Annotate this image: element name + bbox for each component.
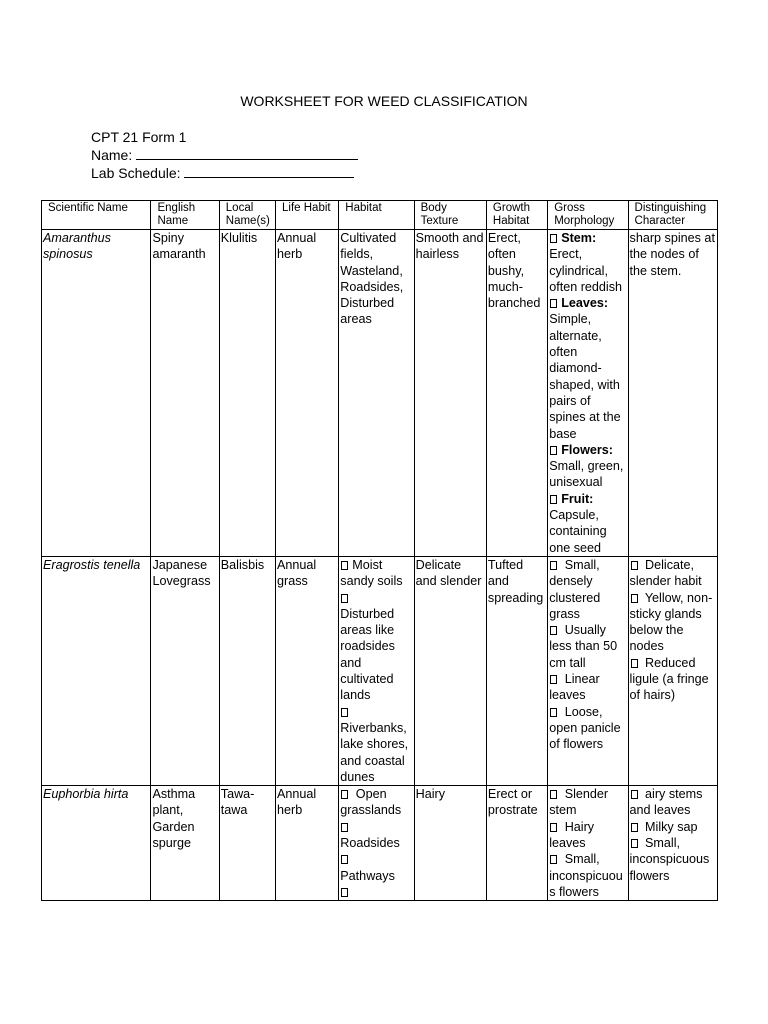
habitat-cell: Cultivated fields, Wasteland, Roadsides, Disturbed areas <box>339 230 414 557</box>
checkbox-icon <box>341 594 348 603</box>
lab-schedule-label: Lab Schedule: <box>91 165 181 181</box>
bullet-item <box>340 851 412 884</box>
table-header-row <box>42 201 718 230</box>
body-texture-cell: Smooth and hairless <box>414 230 486 557</box>
bullet-label: Leaves: <box>561 296 609 311</box>
bullet-text: Usually less than 50 cm tall <box>549 623 618 670</box>
bullet-text: Small, green, unisexual <box>549 459 624 490</box>
checkbox-icon <box>550 675 557 684</box>
checkbox-icon <box>550 446 557 455</box>
scientific-name-cell: Amaranthus spinosus <box>42 230 151 557</box>
header-gross-morphology: Gross Morphology <box>548 201 628 230</box>
bullet-item <box>630 835 716 884</box>
bullet-text: Small, inconspicuous flowers <box>549 852 623 899</box>
bullet-item <box>549 557 626 622</box>
bullet-item <box>340 590 412 704</box>
name-label: Name: <box>91 147 133 163</box>
scientific-name-cell: Eragrostis tenella <box>42 556 151 785</box>
checkbox-icon <box>341 855 348 864</box>
bullet-item <box>340 786 412 819</box>
bullet-text: Moist sandy soils <box>340 557 403 589</box>
bullet-item <box>549 230 626 295</box>
checkbox-icon <box>631 823 638 832</box>
bullet-text: Open grasslands <box>340 787 402 818</box>
checkbox-icon <box>631 790 638 799</box>
bullet-text: Erect, cylindrical, often reddish <box>549 247 623 294</box>
growth-habitat-cell: Erect or prostrate <box>486 786 547 901</box>
checkbox-icon <box>550 823 557 832</box>
form-code: CPT 21 Form 1 <box>91 129 187 145</box>
bullet-item <box>549 295 626 442</box>
bullet-label: Stem: <box>561 231 597 245</box>
checkbox-icon <box>550 708 557 717</box>
checkbox-icon <box>341 790 348 799</box>
header-habitat: Habitat <box>339 201 414 230</box>
habitat-cell <box>339 786 414 901</box>
header-growth-habitat: Growth Habitat <box>486 201 547 230</box>
bullet-label: Flowers: <box>561 442 613 457</box>
bullet-text: Slender stem <box>549 787 609 818</box>
header-scientific-name: Scientific Name <box>42 201 151 230</box>
header-life-habit: Life Habit <box>276 201 339 230</box>
bullet-item <box>549 786 626 819</box>
checkbox-icon <box>631 561 638 570</box>
bullet-text: Delicate, slender habit <box>629 557 702 589</box>
bullet-text: Capsule, containing one seed <box>549 508 607 555</box>
bullet-item <box>340 704 412 785</box>
english-name-cell: Asthma plant, Garden spurge <box>151 786 219 901</box>
checkbox-icon <box>631 594 638 603</box>
bullet-item <box>630 819 716 835</box>
bullet-text: Small, densely clustered grass <box>549 557 601 621</box>
bullet-text: Milky sap <box>645 819 698 834</box>
body-texture-cell: Delicate and slender <box>414 556 486 785</box>
bullet-item <box>549 671 626 704</box>
english-name-cell: Spiny amaranth <box>151 230 219 557</box>
local-name-cell: Tawa-tawa <box>219 786 275 901</box>
bullet-item <box>630 786 716 819</box>
bullet-item <box>549 819 626 852</box>
weed-classification-table <box>41 200 718 901</box>
header-distinguishing-character: Distinguishing Character <box>628 201 717 230</box>
checkbox-icon <box>550 626 557 635</box>
local-name-cell: Balisbis <box>219 556 275 785</box>
scientific-name-cell: Euphorbia hirta <box>42 786 151 901</box>
bullet-item <box>549 851 626 900</box>
lab-schedule-field[interactable] <box>184 164 354 178</box>
form-info <box>91 129 358 182</box>
bullet-text: Riverbanks, lake shores, and coastal dunes <box>340 720 409 784</box>
english-name-cell: Japanese Lovegrass <box>151 556 219 785</box>
checkbox-icon <box>341 561 348 570</box>
habitat-cell <box>339 556 414 785</box>
bullet-item <box>340 557 412 590</box>
bullet-item <box>549 622 626 671</box>
gross-morphology-cell <box>548 786 628 901</box>
header-body-texture: Body Texture <box>414 201 486 230</box>
growth-habitat-cell: Erect, often bushy, much-branched <box>486 230 547 557</box>
bullet-text: airy stems and leaves <box>629 787 703 818</box>
bullet-item <box>630 557 716 590</box>
distinguishing-character-cell: sharp spines at the nodes of the stem. <box>628 230 717 557</box>
checkbox-icon <box>341 888 348 897</box>
header-local-names: Local Name(s) <box>219 201 275 230</box>
distinguishing-character-cell <box>628 556 717 785</box>
checkbox-icon <box>631 659 638 668</box>
bullet-item <box>549 704 626 753</box>
name-field[interactable] <box>136 146 358 160</box>
bullet-item <box>340 884 412 900</box>
name-row <box>91 146 358 164</box>
body-texture-cell: Hairy <box>414 786 486 901</box>
bullet-item <box>549 491 626 556</box>
growth-habitat-cell: Tufted and spreading <box>486 556 547 785</box>
checkbox-icon <box>631 839 638 848</box>
bullet-text: Simple, alternate, often diamond-shaped, with pairs of spines at the base <box>549 312 621 441</box>
checkbox-icon <box>341 708 348 717</box>
table-row <box>42 786 718 901</box>
checkbox-icon <box>550 855 557 864</box>
bullet-item <box>630 590 716 655</box>
bullet-item <box>630 655 716 704</box>
checkbox-icon <box>341 823 348 832</box>
page-title: WORKSHEET FOR WEED CLASSIFICATION <box>240 93 528 109</box>
distinguishing-character-cell <box>628 786 717 901</box>
gross-morphology-cell <box>548 230 628 557</box>
bullet-text: Roadsides <box>340 835 400 850</box>
bullet-text: Linear leaves <box>549 672 600 703</box>
bullet-text: Disturbed areas like roadsides and cultivated lands <box>340 606 395 703</box>
bullet-text: Pathways <box>340 868 395 883</box>
checkbox-icon <box>550 561 557 570</box>
bullet-label: Fruit: <box>561 491 594 506</box>
lab-schedule-row <box>91 164 358 182</box>
table-row <box>42 556 718 785</box>
checkbox-icon <box>550 234 557 243</box>
table-row <box>42 230 718 557</box>
header-english-name: English Name <box>151 201 219 230</box>
checkbox-icon <box>550 790 557 799</box>
bullet-text: Yellow, non-sticky glands below the nodes <box>629 590 713 654</box>
life-habit-cell: Annual herb <box>276 786 339 901</box>
local-name-cell: Klulitis <box>219 230 275 557</box>
checkbox-icon <box>550 299 557 308</box>
bullet-text: Reduced ligule (a fringe of hairs) <box>629 655 709 703</box>
bullet-text: Hairy leaves <box>549 819 595 850</box>
life-habit-cell: Annual grass <box>276 556 339 785</box>
gross-morphology-cell <box>548 556 628 785</box>
bullet-text: Loose, open panicle of flowers <box>549 704 621 752</box>
life-habit-cell: Annual herb <box>276 230 339 557</box>
bullet-item <box>340 819 412 852</box>
checkbox-icon <box>550 495 557 504</box>
bullet-item <box>549 442 626 491</box>
bullet-text: Small, inconspicuous flowers <box>629 835 710 883</box>
